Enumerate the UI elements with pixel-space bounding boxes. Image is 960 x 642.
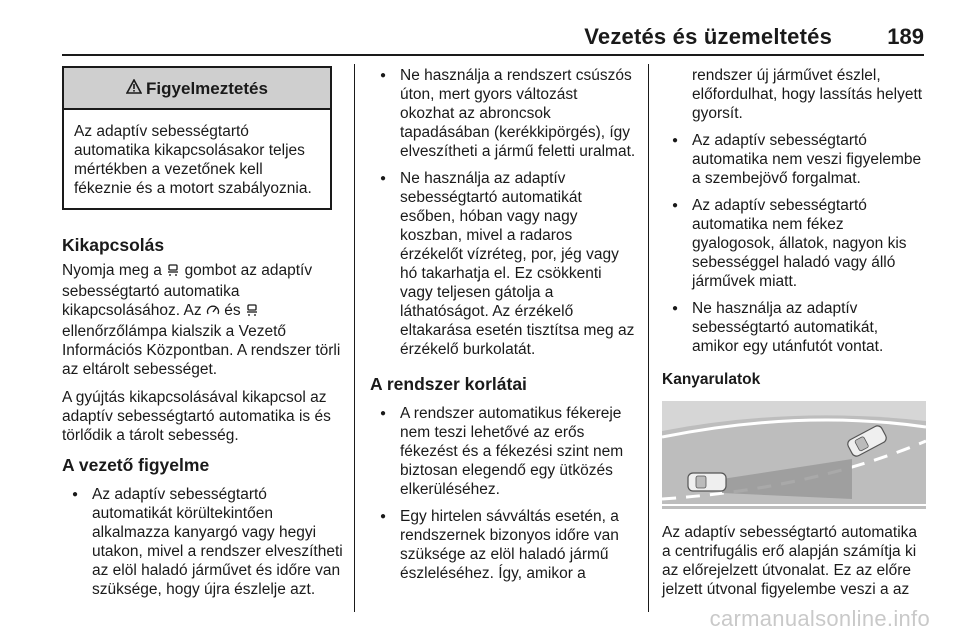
column-2 (370, 66, 636, 591)
paragraph-gyujtas: A gyújtás kikapcsolásával kikapcsol az adaptív sebességtartó automatika is és törlődik a tárolt sebesség. (62, 389, 331, 444)
paragraph-kikapcsolas (62, 261, 344, 379)
cruise-control-icon (166, 263, 180, 282)
page-header (0, 0, 960, 56)
section-heading-figyelme: A vezető figyelme (62, 455, 210, 475)
text-fragment: gombot az adaptív sebességtartó automatika kikapcsolásához. Az (62, 262, 313, 319)
bullet-list-korlatai (370, 404, 636, 583)
text-fragment: és (224, 302, 241, 319)
list-item: ● Ne használja a rendszert csúszós úton, mert gyors változást okozhat az abroncsok tapadásában (kerékkipörgés), így elveszítheti a jármű feletti uralmat. (370, 66, 636, 161)
cruise-control-icon (245, 303, 259, 322)
column-1 (62, 66, 344, 607)
column-divider-1 (354, 64, 355, 612)
list-item: ● Egy hirtelen sávváltás esetén, a rendszernek bizonyos időre van szüksége az elöl haladó jármű észleléséhez. Így, amikor a (370, 507, 636, 583)
section-heading-korlatai: A rendszer korlátai (370, 374, 527, 394)
section-heading-kikapcsolas: Kikapcsolás (62, 235, 165, 255)
curve-illustration (662, 401, 926, 509)
text-fragment: Nyomja meg a (62, 262, 162, 279)
list-item: ● Az adaptív sebességtartó automatika nem fékez gyalogosok, állatok, nagyon kis sebességgel haladó vagy álló járművek miatt. (662, 196, 928, 291)
header-rule (62, 54, 924, 56)
warning-text: Az adaptív sebességtartó automatika kikapcsolásakor teljes mértékben a vezetőnek kell fékeznie és a motort szabályoznia. (74, 123, 312, 197)
bullet-list-figyelme (62, 485, 344, 599)
list-item: ● A rendszer automatikus fékereje nem teszi lehetővé az erős fékezést és a fékezési szint nem biztosan elegendő egy ütközés elkerüléséhez. (370, 404, 636, 499)
warning-title: Figyelmeztetés (146, 78, 268, 98)
warning-header (64, 68, 330, 110)
text-fragment: ellenőrzőlámpa kialszik a Vezető Információs Központban. A rendszer törli az eltárolt sebességet. (62, 323, 341, 378)
paragraph-kanyarulatok: Az adaptív sebességtartó automatika a centrifugális erő alapján számítja ki az előrejelzett útvonalat. Ez az előre jelzett útvonal figyelembe veszi a az (662, 524, 918, 598)
speedometer-icon (206, 303, 220, 322)
page-number: 189 (887, 24, 924, 49)
warning-triangle-icon (126, 79, 142, 98)
section-heading-kanyarulatok: Kanyarulatok (662, 371, 761, 388)
bullet-list-limits (662, 131, 928, 356)
column-3 (662, 66, 928, 608)
watermark-text: carmanualsonline.info (709, 606, 930, 631)
bullet-list-usage (370, 66, 636, 359)
list-item: ● Az adaptív sebességtartó automatikát körültekintően alkalmazza kanyargó vagy hegyi utakon, mivel a rendszer elveszítheti az elöl haladó járművet és időre van szüksége, hogy újra észlelje azt. (62, 485, 344, 599)
column-divider-2 (648, 64, 649, 612)
continuation-text: rendszer új járművet észlel, előfordulhat, hogy lassítás helyett gyorsít. (692, 67, 923, 122)
list-item: ● Ne használja az adaptív sebességtartó automatikát, amikor egy utánfutót vontat. (662, 299, 928, 356)
list-item: ● Az adaptív sebességtartó automatika nem veszi figyelembe a szembejövő forgalmat. (662, 131, 928, 188)
header-title: Vezetés és üzemeltetés (584, 24, 832, 49)
warning-box (62, 66, 332, 210)
list-item: ● Ne használja az adaptív sebességtartó automatikát esőben, hóban vagy nagy koszban, mivel a radaros érzékelőt vízréteg, por, jég vagy hó takarhatja el. Ez csökkenti vagy teljesen gátolja a láthatóságot. Az érzékelő eltakarása esetén tisztítsa meg az érzékelő burkolatát. (370, 169, 636, 359)
